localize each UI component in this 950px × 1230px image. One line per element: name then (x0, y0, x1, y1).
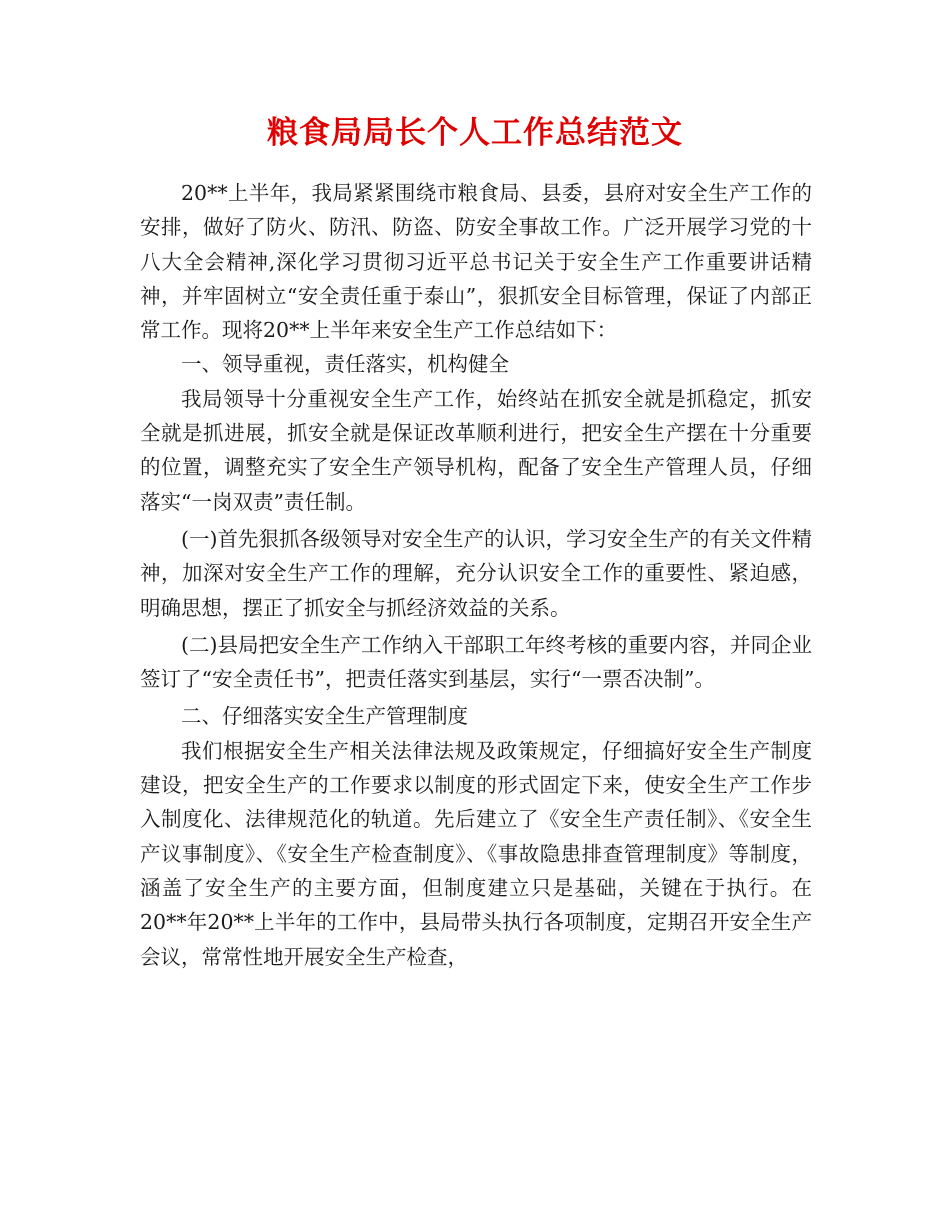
paragraph-intro: 20**上半年，我局紧紧围绕市粮食局、县委，县府对安全生产工作的安排，做好了防火、防汛、防盗、防安全事故工作。广泛开展学习党的十八大全会精神,深化学习贯彻习近平总书记关于安全生产工作重要讲话精神，并牢固树立“安全责任重于泰山”，狠抓安全目标管理，保证了内部正常工作。现将20**上半年来安全生产工作总结如下： (140, 181, 812, 343)
paragraph-item-1: (一)首先狠抓各级领导对安全生产的认识，学习安全生产的有关文件精神，加深对安全生产工作的理解，充分认识安全工作的重要性、紧迫感，明确思想，摆正了抓安全与抓经济效益的关系。 (140, 526, 812, 620)
paragraph-system: 我们根据安全生产相关法律法规及政策规定，仔细搞好安全生产制度建设，把安全生产的工作要求以制度的形式固定下来，使安全生产工作步入制度化、法律规范化的轨道。先后建立了《安全生产责任制》、《安全生产议事制度》、《安全生产检查制度》、《事故隐患排查管理制度》等制度，涵盖了安全生产的主要方面，但制度建立只是基础，关键在于执行。在20**年20**上半年的工作中，县局带头执行各项制度，定期召开安全生产会议，常常性地开展安全生产检查， (140, 738, 812, 969)
paragraph-leadership: 我局领导十分重视安全生产工作，始终站在抓安全就是抓稳定，抓安全就是抓进展，抓安全就是保证改革顺利进行，把安全生产摆在十分重要的位置，调整充实了安全生产领导机构，配备了安全生产管理人员，仔细落实“一岗双责”责任制。 (140, 386, 812, 514)
section-heading-2: 二、仔细落实安全生产管理制度 (181, 704, 468, 729)
document-body (140, 176, 812, 974)
section-heading-1: 一、领导重视，责任落实，机构健全 (181, 352, 509, 377)
document-title: 粮食局局长个人工作总结范文 (267, 115, 683, 151)
paragraph-item-2: (二)县局把安全生产工作纳入干部职工年终考核的重要内容，并同企业签订了“安全责任书”，把责任落实到基层，实行“一票否决制”。 (140, 632, 812, 692)
